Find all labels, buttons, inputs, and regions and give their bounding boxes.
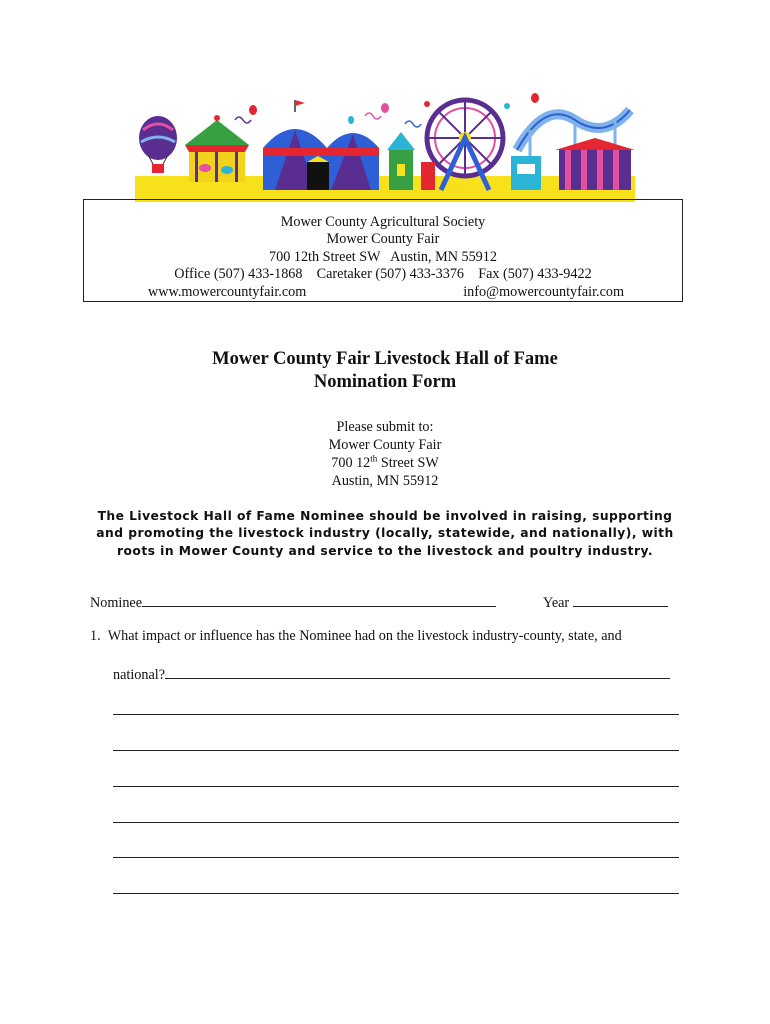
fair-banner-illustration <box>135 90 635 202</box>
form-title <box>0 348 770 394</box>
answer-line[interactable] <box>113 857 679 858</box>
eligibility-notice <box>60 508 710 560</box>
org-name: Mower County Agricultural Society <box>280 214 486 230</box>
submit-intro: Please submit to: <box>336 419 434 435</box>
nominee-field-row <box>90 592 496 612</box>
answer-line[interactable] <box>113 822 679 823</box>
org-address: 700 12th Street SW Austin, MN 55912 <box>269 248 497 265</box>
year-field-row <box>543 592 668 612</box>
question-1-text: What impact or influence has the Nominee had on the livestock industry-county, state, and <box>107 628 622 644</box>
notice-line3: roots in Mower County and service to the livestock and poultry industry. <box>117 543 653 558</box>
question-1-cont-text: national? <box>113 667 165 683</box>
street-number: 700 12 <box>331 455 371 471</box>
website-link[interactable]: www.mowercountyfair.com <box>148 283 307 300</box>
answer-line[interactable] <box>113 893 679 894</box>
castle-icon <box>387 132 415 190</box>
hot-air-balloon-icon <box>139 116 177 173</box>
organization-header-box <box>83 199 683 302</box>
notice-line1: The Livestock Hall of Fame Nominee should be involved in raising, supporting <box>97 509 673 523</box>
answer-line[interactable] <box>113 786 679 787</box>
org-phones: Office (507) 433-1868 Caretaker (507) 433-3376 Fax (507) 433-9422 <box>174 266 592 283</box>
street-name: Street SW <box>377 455 439 471</box>
circus-tent-icon <box>263 100 379 190</box>
form-title-line1: Mower County Fair Livestock Hall of Fame <box>212 349 558 369</box>
submit-recipient: Mower County Fair <box>328 437 442 453</box>
fair-name: Mower County Fair <box>326 231 440 248</box>
carousel-icon <box>185 115 249 182</box>
question-1 <box>90 628 622 645</box>
email-link[interactable]: info@mowercountyfair.com <box>463 283 624 300</box>
web-contact-row <box>84 284 682 301</box>
nominee-input-line[interactable] <box>142 592 496 607</box>
question-1-continued <box>113 664 670 684</box>
question-1-number: 1. <box>90 628 101 644</box>
year-label: Year <box>543 595 570 611</box>
answer-line[interactable] <box>113 750 679 751</box>
submit-address-block <box>0 418 770 490</box>
notice-line2: and promoting the livestock industry (locally, statewide, and nationally), with <box>96 526 674 541</box>
street-suffix: th <box>370 453 378 464</box>
submit-street <box>0 454 770 472</box>
answer-line[interactable] <box>113 714 679 715</box>
nominee-label: Nominee <box>90 595 143 611</box>
answer-line-first[interactable] <box>165 664 670 679</box>
form-title-line2: Nomination Form <box>313 372 457 392</box>
submit-city: Austin, MN 55912 <box>331 473 439 489</box>
year-input-line[interactable] <box>573 592 668 607</box>
